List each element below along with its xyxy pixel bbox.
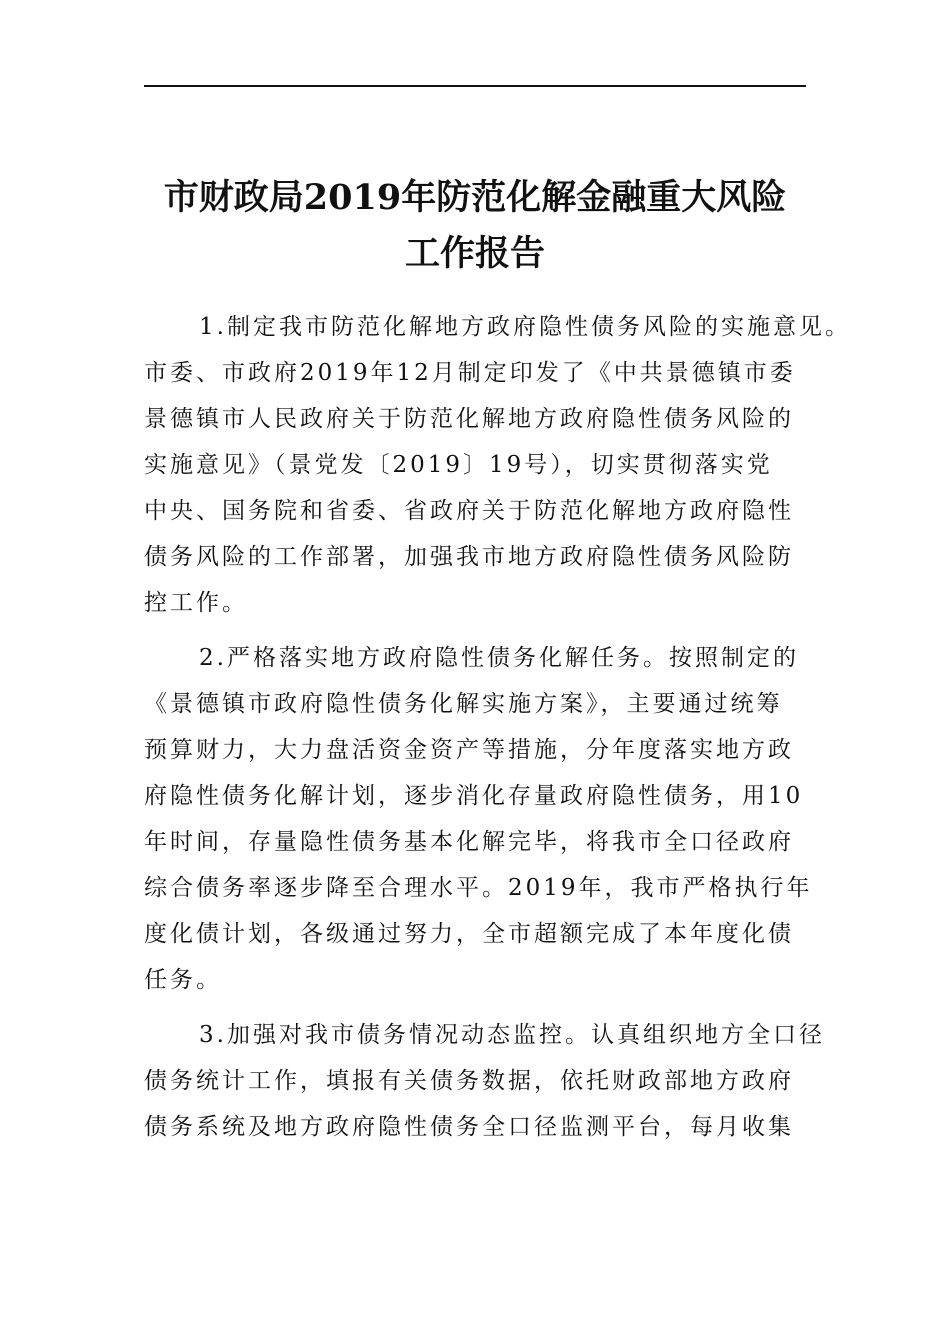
paragraph-line: 债务风险的工作部署，加强我市地方政府隐性债务风险防 <box>144 544 794 570</box>
paragraph-line: 2.严格落实地方政府隐性债务化解任务。按照制定的 <box>199 645 799 671</box>
paragraph-3 <box>144 1012 844 1150</box>
paragraph-line: 债务统计工作，填报有关债务数据，依托财政部地方政府 <box>144 1068 794 1094</box>
paragraph-line: 债务系统及地方政府隐性债务全口径监测平台，每月收集 <box>144 1114 794 1140</box>
paragraph-line: 1.制定我市防范化解地方政府隐性债务风险的实施意见。 <box>199 314 851 340</box>
paragraph-line: 综合债务率逐步降至合理水平。2019年，我市严格执行年 <box>144 875 813 901</box>
paragraph-line: 实施意见》（景党发〔2019〕19号），切实贯彻落实党 <box>144 452 773 478</box>
paragraph-line: 3.加强对我市债务情况动态监控。认真组织地方全口径 <box>199 1022 825 1048</box>
paragraph-line: 《景德镇市政府隐性债务化解实施方案》，主要通过统筹 <box>144 691 783 717</box>
document-body <box>144 304 851 1150</box>
paragraph-line: 度化债计划，各级通过努力，全市超额完成了本年度化债 <box>144 921 794 947</box>
paragraph-line: 景德镇市人民政府关于防范化解地方政府隐性债务风险的 <box>144 406 794 432</box>
header-rule <box>144 85 806 87</box>
paragraph-line: 年时间，存量隐性债务基本化解完毕，将我市全口径政府 <box>144 829 794 855</box>
paragraph-line: 任务。 <box>144 967 222 993</box>
paragraph-line: 控工作。 <box>144 590 248 616</box>
paragraph-line: 预算财力，大力盘活资金资产等措施，分年度落实地方政 <box>144 737 794 763</box>
document-title <box>144 170 806 282</box>
paragraph-line: 府隐性债务化解计划，逐步消化存量政府隐性债务，用10 <box>144 783 804 809</box>
title-line: 工作报告 <box>404 233 545 274</box>
paragraph-2 <box>144 635 844 1003</box>
paragraph-line: 中央、国务院和省委、省政府关于防范化解地方政府隐性 <box>144 498 794 524</box>
paragraph-line: 市委、市政府2019年12月制定印发了《中共景德镇市委 <box>144 360 796 386</box>
paragraph-1 <box>144 304 851 626</box>
title-line: 市财政局2019年防范化解金融重大风险 <box>163 177 787 218</box>
